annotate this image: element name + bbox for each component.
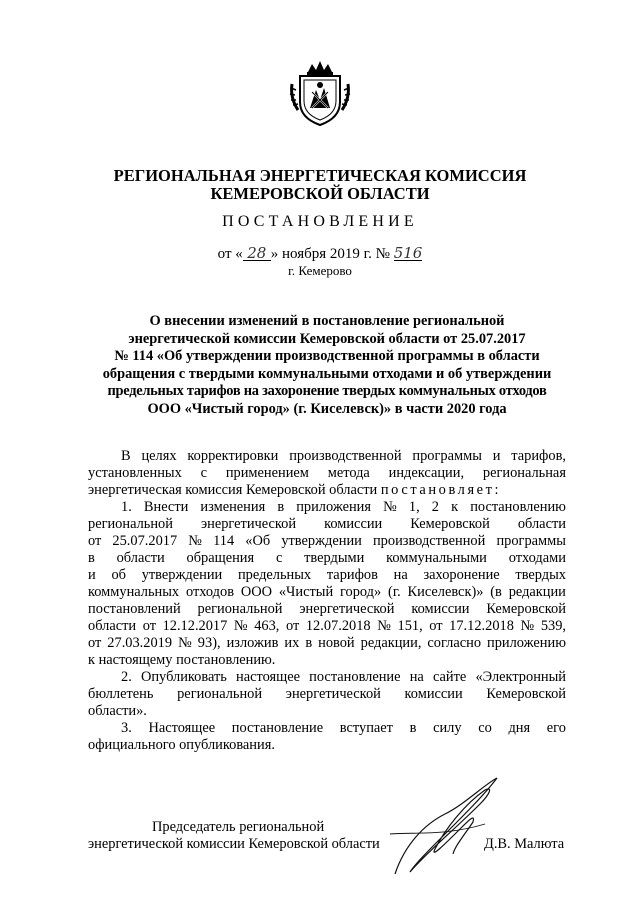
body-line: официального опубликования. <box>88 737 275 753</box>
body-line: установленных с применением метода индексации, региональная <box>88 465 566 481</box>
document-body <box>88 448 566 754</box>
body-line <box>88 482 566 499</box>
body-line: области». <box>88 703 147 719</box>
body-line: и об утверждении предельных тарифов на захоронение твердых <box>88 567 566 583</box>
body-line: от 27.03.2019 № 93), изложив их в новой редакции, согласно приложению <box>88 635 566 651</box>
body-line: коммунальных отходов ООО «Чистый город» (г. Киселевск)» (в редакции <box>88 584 566 600</box>
signatory-name: Д.В. Малюта <box>484 836 565 852</box>
spaced-verb: постановляет: <box>380 482 502 498</box>
body-line: 1. Внести изменения в приложения № 1, 2 к постановлению <box>121 499 566 515</box>
date-day: 28 <box>243 246 271 261</box>
body-text: энергетическая комиссия Кемеровской области <box>88 482 378 498</box>
signatory-position-line2: энергетической комиссии Кемеровской области <box>88 836 380 852</box>
body-line: постановлений региональной энергетической комиссии Кемеровской <box>88 601 566 617</box>
signatory-position-line1: Председатель региональной <box>152 819 325 835</box>
document-title <box>88 313 566 419</box>
body-line: от 25.07.2017 № 114 «Об утверждении производственной программы <box>88 533 566 549</box>
handwritten-signature <box>385 774 505 884</box>
body-line: 2. Опубликовать настоящее постановление на сайте «Электронный <box>121 669 566 685</box>
body-line: В целях корректировки производственной программы и тарифов, <box>121 448 566 464</box>
document-city: г. Кемерово <box>288 263 352 278</box>
body-line: к настоящему постановлению. <box>88 652 276 668</box>
body-line: 3. Настоящее постановление вступает в силу со дня его <box>121 720 566 736</box>
title-line: энергетической комиссии Кемеровской области от 25.07.2017 <box>128 330 526 347</box>
title-line: № 114 «Об утверждении производственной программы в области <box>114 348 540 365</box>
document-date-line <box>0 246 640 263</box>
date-prefix: от « <box>217 246 243 262</box>
body-line: региональной энергетической комиссии Кемеровской области <box>88 516 566 532</box>
title-line: обращения с твердыми коммунальными отходами и об утверждении <box>102 365 552 382</box>
body-line: области от 12.12.2017 № 463, от 12.07.2018 № 151, от 17.12.2018 № 539, <box>88 618 566 634</box>
document-type: ПОСТАНОВЛЕНИЕ <box>222 213 418 230</box>
organization-name-line1: РЕГИОНАЛЬНАЯ ЭНЕРГЕТИЧЕСКАЯ КОМИССИЯ <box>113 166 527 185</box>
body-line: бюллетень региональной энергетической комиссии Кемеровской <box>88 686 566 702</box>
title-line: предельных тарифов на захоронение твердых коммунальных отходов <box>107 383 547 400</box>
kemerovo-coat-of-arms-icon <box>288 58 352 128</box>
title-line: О внесении изменений в постановление региональной <box>149 313 505 329</box>
organization-name-line2: КЕМЕРОВСКОЙ ОБЛАСТИ <box>210 184 430 203</box>
date-suffix: » ноября 2019 г. № <box>270 246 390 262</box>
document-number: 516 <box>393 244 423 262</box>
title-line: ООО «Чистый город» (г. Киселевск)» в части 2020 года <box>147 400 507 417</box>
body-line: в области обращения с твердыми коммунальными отходами <box>88 550 566 566</box>
